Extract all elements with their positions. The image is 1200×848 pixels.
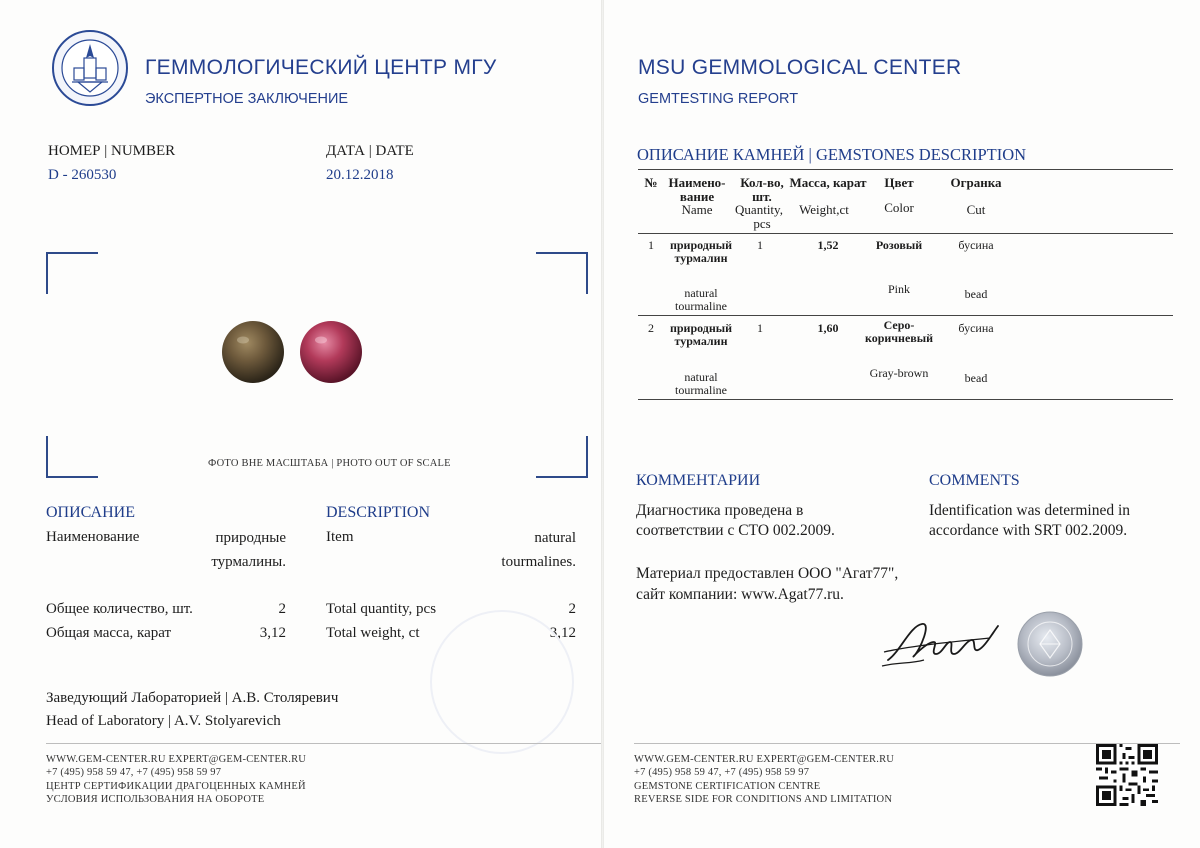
watermark-seal [430, 610, 574, 754]
gemstones-photo [215, 316, 375, 388]
photo-caption: ФОТО ВНЕ МАСШТАБА | PHOTO OUT OF SCALE [208, 458, 451, 469]
col-name-en: Name [681, 202, 713, 217]
right-page [604, 0, 1200, 848]
description-en-title: DESCRIPTION [326, 504, 431, 521]
photo-frame-corner-tr [536, 252, 588, 294]
row1-name-ru-2: турмалин [674, 251, 728, 265]
col-name-ru-1: Наимено- [668, 175, 726, 190]
footer-line: +7 (495) 958 59 47, +7 (495) 958 59 97 [46, 767, 222, 779]
comments-ru-line1: Диагностика проведена в [636, 502, 804, 519]
row1-color-ru-1: Розовый [875, 238, 923, 252]
gem-brown-bead [222, 321, 284, 383]
row2-color-ru-1: Серо- [883, 318, 915, 332]
footer-line: WWW.GEM-CENTER.RU EXPERT@GEM-CENTER.RU [634, 754, 895, 765]
footer-line: ЦЕНТР СЕРТИФИКАЦИИ ДРАГОЦЕННЫХ КАМНЕЙ [46, 780, 306, 792]
weight-label-en: Total weight, ct [326, 625, 420, 641]
signature [880, 612, 1010, 672]
row2-name-en-1: natural [684, 370, 718, 384]
item-label-en: Item [326, 529, 354, 545]
row2-cut-ru: бусина [958, 321, 994, 335]
row2-cut-en: bead [964, 371, 988, 385]
msu-emblem-logo [50, 28, 130, 108]
footer-line: +7 (495) 958 59 47, +7 (495) 958 59 97 [634, 767, 810, 779]
number-value: D - 260530 [48, 167, 117, 183]
report-subtitle-en: GEMTESTING REPORT [638, 91, 799, 107]
comments-en-line1: Identification was determined in [929, 502, 1131, 519]
row1-color-en: Pink [887, 282, 910, 296]
footer-line: GEMSTONE CERTIFICATION CENTRE [634, 780, 821, 792]
footer-left [46, 753, 306, 807]
row2-name-en-2: tourmaline [675, 383, 727, 397]
date-value: 20.12.2018 [326, 167, 394, 183]
col-color-ru: Цвет [884, 175, 914, 190]
col-cut-en: Cut [966, 202, 986, 217]
footer-line: WWW.GEM-CENTER.RU EXPERT@GEM-CENTER.RU [46, 754, 307, 765]
weight-value-en: 3,12 [549, 625, 576, 641]
col-no: № [644, 175, 658, 190]
footer-line: УСЛОВИЯ ИСПОЛЬЗОВАНИЯ НА ОБОРОТЕ [46, 794, 265, 806]
col-cut-ru: Огранка [950, 175, 1002, 190]
footer-divider [46, 743, 602, 744]
row2-name-ru-1: природный [669, 321, 733, 335]
gem-pink-bead [300, 321, 362, 383]
item-value-en-2: tourmalines. [501, 554, 576, 570]
hologram-seal [1016, 610, 1084, 678]
row2-name-ru-2: турмалин [674, 334, 728, 348]
col-qty-ru-1: Кол-во, [740, 175, 784, 190]
col-qty-en-2: pcs [753, 216, 771, 231]
table-top-line [638, 169, 1173, 170]
center-title-en: MSU GEMMOLOGICAL CENTER [638, 56, 962, 79]
report-subtitle-ru: ЭКСПЕРТНОЕ ЗАКЛЮЧЕНИЕ [145, 91, 349, 107]
col-name-ru-2: вание [679, 189, 715, 204]
description-ru-title: ОПИСАНИЕ [46, 504, 135, 521]
row2-no: 2 [648, 321, 654, 335]
weight-label-ru: Общая масса, карат [46, 625, 172, 641]
row1-name-en-2: tourmaline [675, 299, 727, 313]
col-qty-ru-2: шт. [752, 189, 772, 204]
comments-ru-line4: сайт компании: www.Agat77.ru. [636, 586, 844, 603]
comments-ru-line2: соответствии с СТО 002.2009. [636, 522, 835, 539]
comments-en-line2: accordance with SRT 002.2009. [929, 522, 1128, 539]
row1-cut-en: bead [964, 287, 988, 301]
row1-mass: 1,52 [817, 238, 839, 252]
col-qty-en-1: Quantity, [735, 202, 783, 217]
row1-cut-ru: бусина [958, 238, 994, 252]
qty-value-ru: 2 [278, 601, 286, 617]
row1-name-en-1: natural [684, 286, 718, 300]
item-label-ru: Наименование [46, 529, 140, 545]
date-label: ДАТА | DATE [326, 143, 414, 159]
row2-mass: 1,60 [817, 321, 839, 335]
item-value-ru-1: природные [215, 530, 286, 546]
item-value-en-1: natural [534, 530, 576, 546]
qty-label-en: Total quantity, pcs [326, 601, 437, 617]
comments-en-title: COMMENTS [929, 472, 1020, 489]
qr-code [1096, 744, 1158, 806]
table-row1-line [638, 315, 1173, 316]
number-label: НОМЕР | NUMBER [48, 143, 176, 159]
col-mass-en: Weight,ct [799, 202, 849, 217]
center-title-ru: ГЕММОЛОГИЧЕСКИЙ ЦЕНТР МГУ [145, 56, 497, 79]
photo-frame-corner-br [536, 436, 588, 478]
row1-no: 1 [648, 238, 654, 252]
item-value-ru-2: турмалины. [211, 554, 286, 570]
col-color-en: Color [884, 200, 914, 215]
comments-ru-line3: Материал предоставлен ООО "Агат77", [636, 565, 899, 582]
weight-value-ru: 3,12 [259, 625, 286, 641]
table-header-line [638, 233, 1173, 234]
row2-color-en: Gray-brown [869, 366, 929, 380]
head-of-lab-ru: Заведующий Лабораторией | А.В. Столяревич [46, 690, 339, 706]
gemstones-table-title: ОПИСАНИЕ КАМНЕЙ | GEMSTONES DESCRIPTION [637, 145, 1027, 164]
footer-line: REVERSE SIDE FOR CONDITIONS AND LIMITATION [634, 794, 893, 806]
table-bottom-line [638, 399, 1173, 400]
row2-qty: 1 [757, 321, 763, 335]
photo-frame-corner-tl [46, 252, 98, 294]
row1-qty: 1 [757, 238, 763, 252]
head-of-lab-en: Head of Laboratory | A.V. Stolyarevich [46, 713, 281, 729]
row2-color-ru-2: коричневый [864, 331, 934, 345]
comments-ru-title: КОММЕНТАРИИ [636, 472, 761, 489]
footer-right [634, 753, 894, 807]
qty-value-en: 2 [568, 601, 576, 617]
photo-frame-corner-bl [46, 436, 98, 478]
row1-name-ru-1: природный [669, 238, 733, 252]
col-mass-ru: Масса, карат [789, 175, 867, 190]
qty-label-ru: Общее количество, шт. [46, 601, 193, 617]
